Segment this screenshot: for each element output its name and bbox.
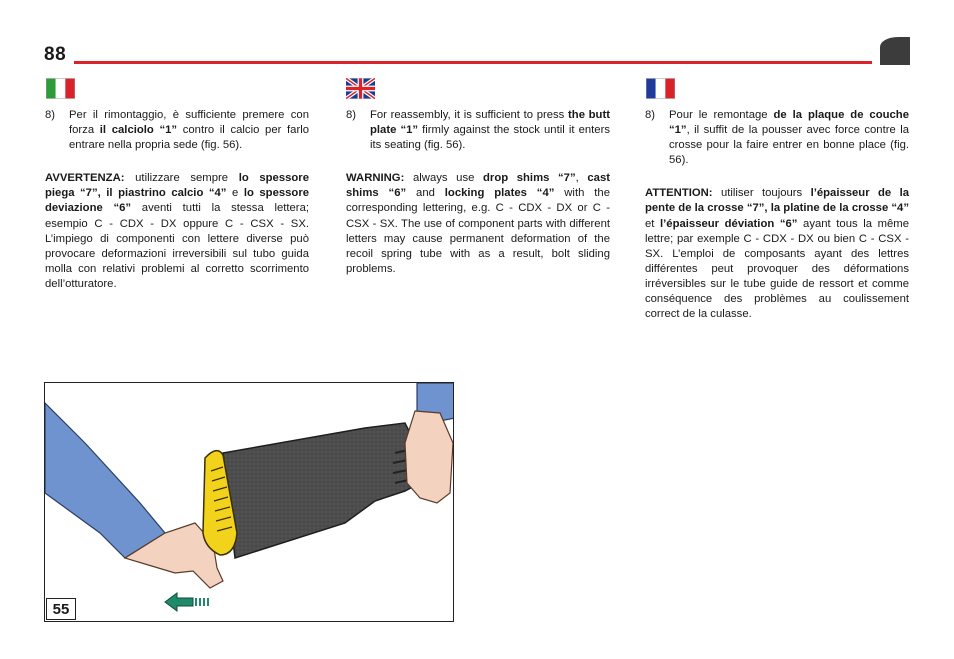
instruction-text — [370, 108, 610, 153]
text-run: always use — [404, 172, 484, 185]
text-run-bold: lo spessore piega “7”, il piastrino calcio “4” — [45, 172, 309, 200]
instruction-text — [669, 108, 909, 168]
text-run: utilizzare sempre — [124, 172, 239, 185]
header-tab — [880, 37, 910, 65]
text-run: , — [575, 172, 588, 185]
warning-label: ATTENTION: — [645, 187, 713, 200]
text-run: et — [645, 217, 661, 230]
text-run-bold: il calciolo “1” — [99, 124, 178, 137]
column-italian — [45, 108, 309, 292]
text-run-bold: drop shims “7” — [483, 172, 576, 185]
text-run: Pour le remontage — [669, 109, 774, 121]
instruction-text — [69, 108, 309, 153]
right-hand — [405, 411, 453, 503]
warning-label: WARNING: — [346, 172, 405, 185]
text-run: contro il calcio per farlo entrare nella propria sede (fig. 56). — [69, 124, 310, 152]
butt-plate-illustration — [45, 383, 454, 622]
text-run: with the corresponding lettering, e.g. C - CDX - DX or C - CSX - SX. The use of component parts with different letters may cause permanent deformation of the recoil spring tube with as a result, bolt sliding problems. — [346, 187, 610, 275]
text-run: aventi tutti la stessa lettera; esempio C - CDX - DX oppure C - CSX - SX. L’impiego di componenti con lettere diverse può provocare deformazioni irreversibili sul tubo guida molla con relativi problemi al corretto scorrimento dell’otturatore. — [45, 202, 309, 290]
header-rule — [74, 61, 872, 64]
column-english — [346, 108, 610, 277]
text-run-bold: de la plaque de couche “1” — [669, 109, 909, 137]
text-run-bold: l’épaisseur déviation “6” — [660, 217, 798, 230]
warning-label: AVVERTENZA: — [45, 172, 125, 185]
text-run-bold: lo spessore deviazione “6” — [45, 187, 309, 215]
text-run-bold: l’épaisseur de la pente de la crosse “7”, la platine de la crosse “4” — [645, 187, 909, 215]
figure-label: 55 — [46, 598, 76, 620]
item-number: 8) — [45, 109, 56, 121]
instruction-item — [346, 108, 610, 153]
page-number: 88 — [44, 44, 67, 65]
item-number: 8) — [346, 109, 357, 121]
arrow-left-icon — [165, 593, 209, 611]
text-run: e — [226, 187, 244, 200]
column-french — [645, 108, 909, 322]
warning-paragraph — [346, 171, 610, 277]
instruction-item — [645, 108, 909, 168]
left-sleeve — [45, 403, 165, 558]
text-run: and — [406, 187, 445, 200]
text-run: , il suffit de la pousser avec force contre la crosse pour la faire entrer en bonne place (fig. 56). — [669, 124, 909, 167]
item-number: 8) — [645, 109, 656, 121]
italy-flag-icon — [46, 78, 75, 99]
text-run: utiliser toujours — [712, 187, 811, 200]
text-run-bold: locking plates “4” — [444, 187, 555, 200]
france-flag-icon — [646, 78, 675, 99]
text-run: ayant tous la même lettre; par exemple C - CDX - DX ou bien C - CSX - SX. L’emploi de composants ayant des lettres différentes peut provoquer des déformations irréversibles sur le tube guide de ressort et comme conséquence des problèmes au coulissement correct de la culasse. — [645, 217, 909, 321]
text-run-bold: cast shims “6” — [346, 172, 611, 200]
instruction-item — [45, 108, 309, 153]
warning-paragraph — [45, 171, 309, 292]
uk-flag-icon — [346, 78, 375, 99]
stock-body — [223, 423, 420, 558]
text-run-bold: the butt plate “1” — [370, 109, 610, 137]
warning-paragraph — [645, 186, 909, 322]
text-run: firmly against the stock until it enters its seating (fig. 56). — [370, 124, 610, 152]
figure-55 — [44, 382, 454, 622]
text-run: Per il rimontaggio, è sufficiente premere con forza — [69, 109, 309, 137]
text-run: For reassembly, it is sufficient to press — [370, 109, 569, 121]
